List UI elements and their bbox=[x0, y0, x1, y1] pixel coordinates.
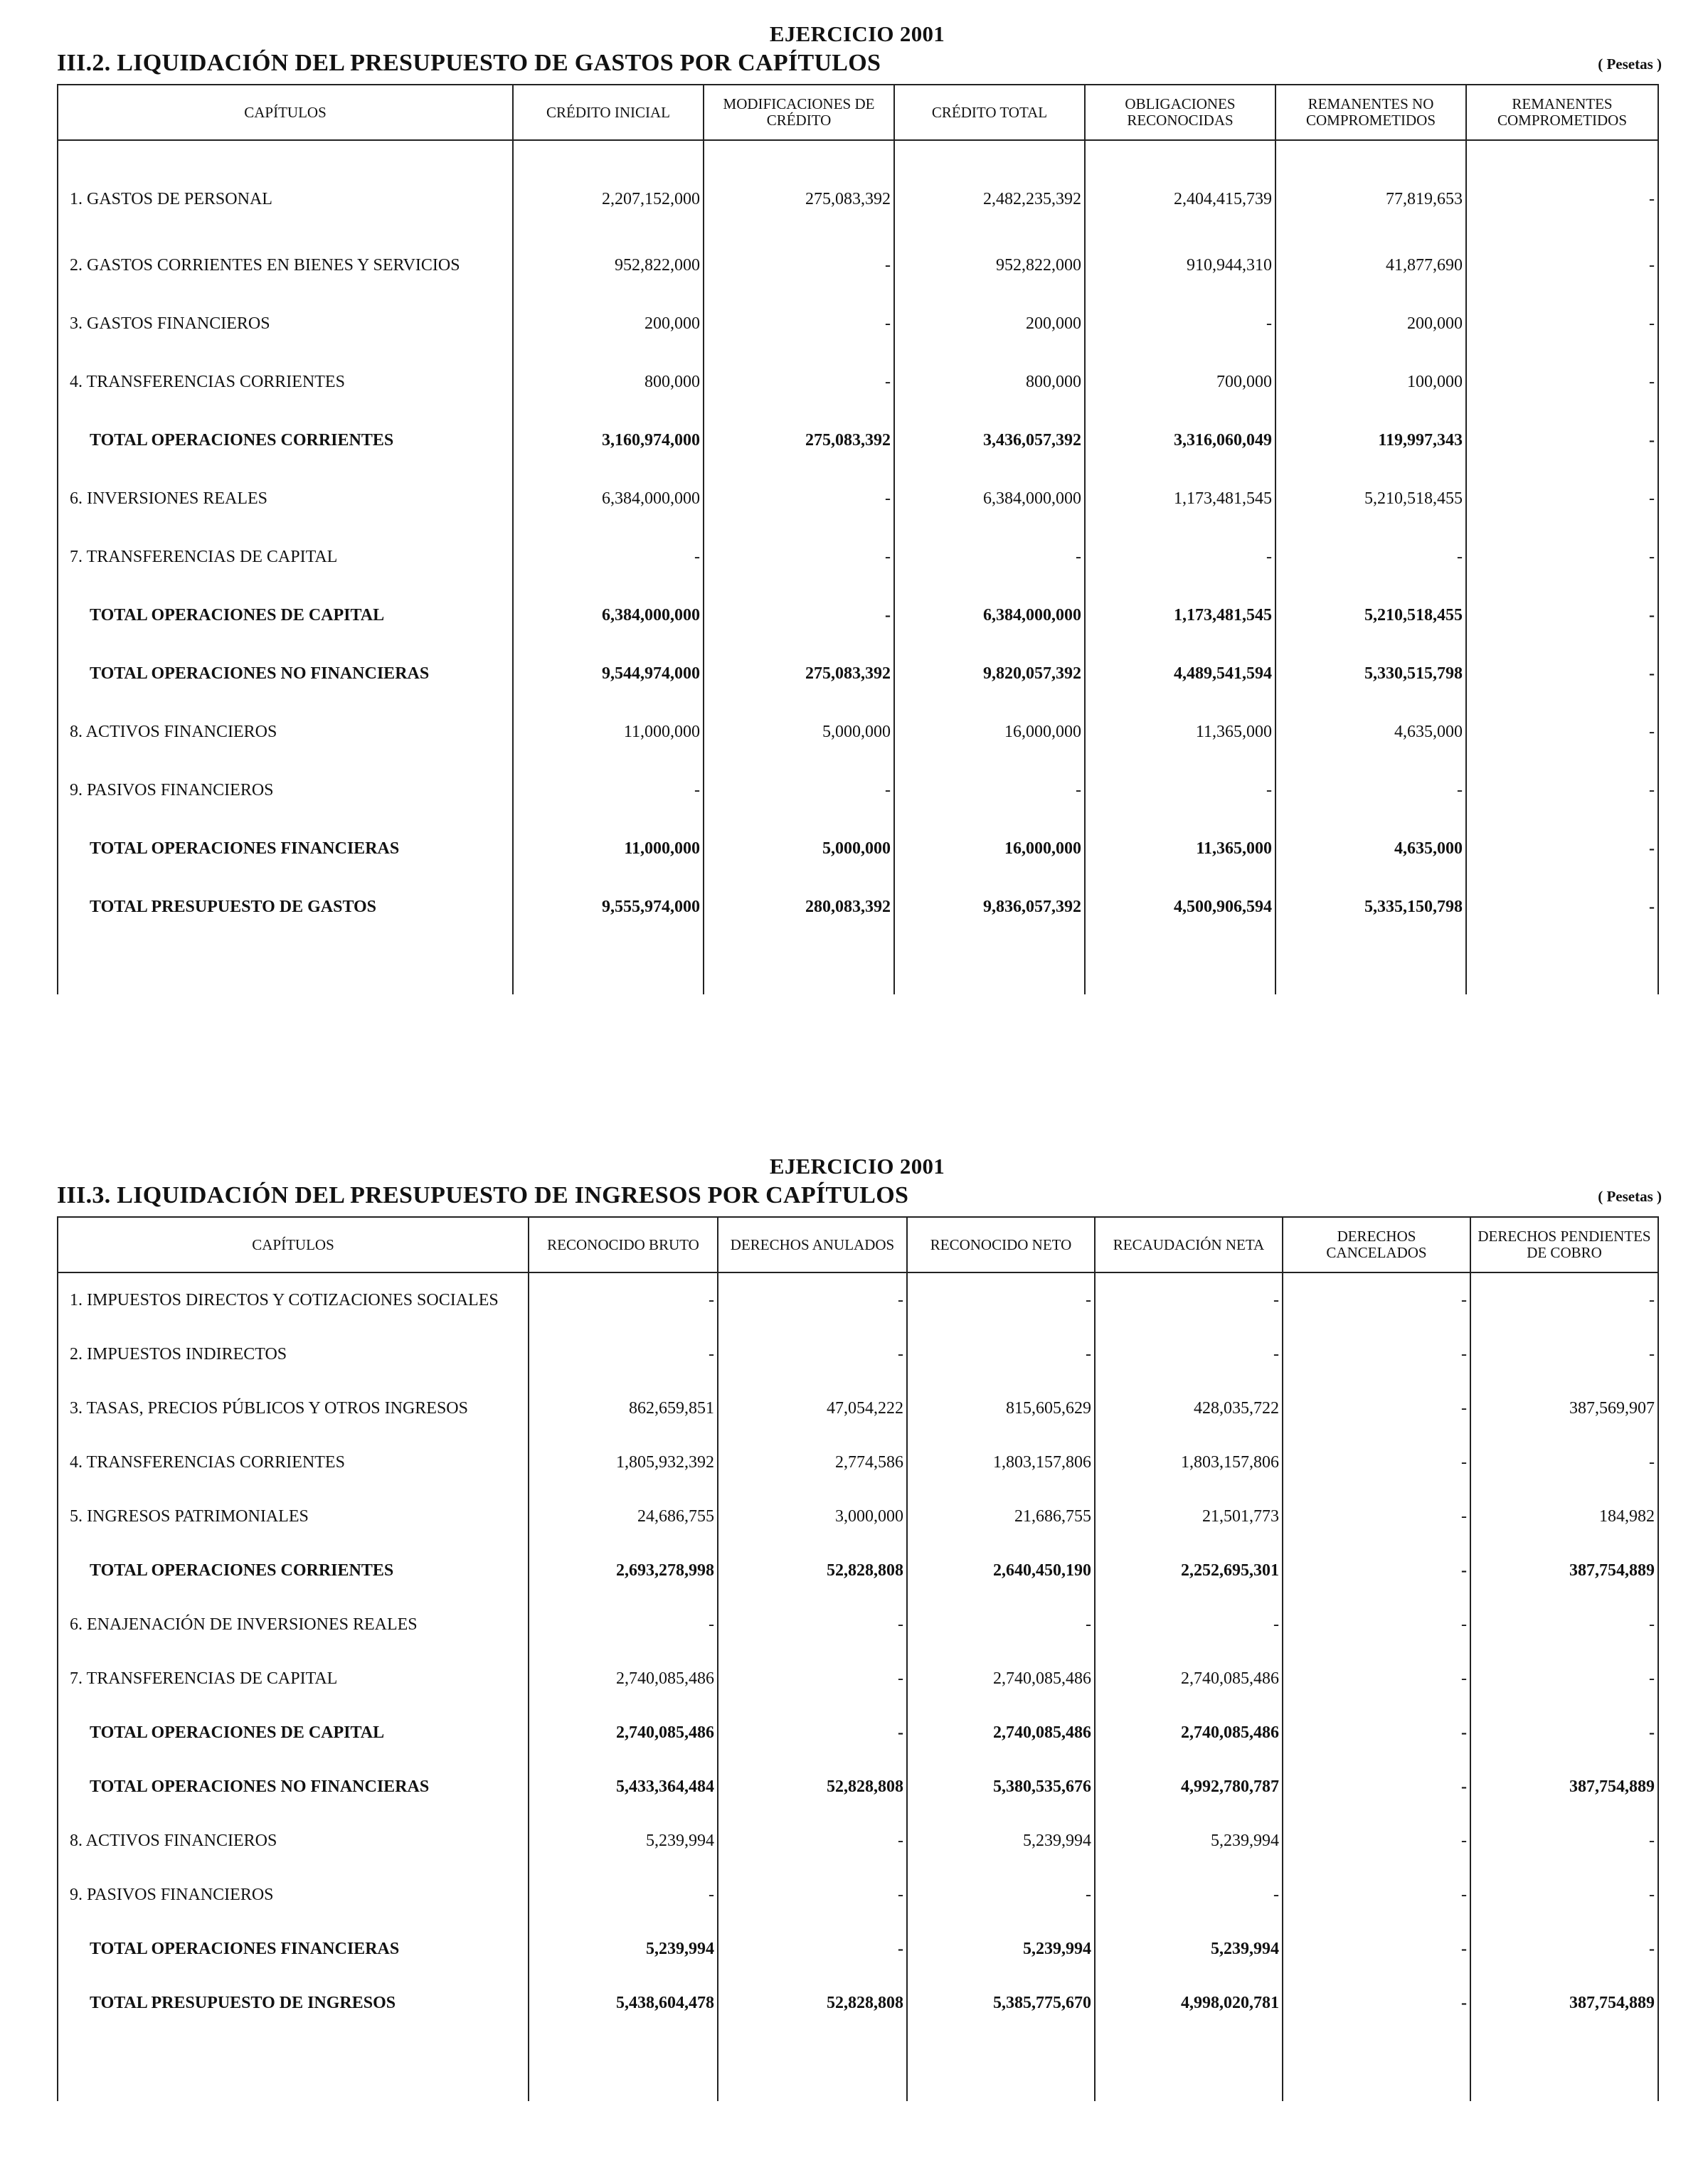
ingresos-table bbox=[57, 1216, 1659, 2101]
row-value: - bbox=[704, 528, 894, 586]
row-value: - bbox=[1470, 1652, 1658, 1706]
row-value: 11,000,000 bbox=[513, 819, 704, 878]
row-value: 5,000,000 bbox=[704, 703, 894, 761]
row-value: 275,083,392 bbox=[704, 644, 894, 703]
row-value: 2,252,695,301 bbox=[1095, 1543, 1283, 1598]
row-value: - bbox=[1470, 1814, 1658, 1868]
row-label: TOTAL PRESUPUESTO DE GASTOS bbox=[58, 878, 513, 936]
row-value: - bbox=[718, 1652, 907, 1706]
row-value: - bbox=[1470, 1272, 1658, 1327]
row-label: TOTAL PRESUPUESTO DE INGRESOS bbox=[58, 1976, 529, 2030]
row-value: - bbox=[1466, 353, 1658, 411]
row-value: - bbox=[1283, 1976, 1470, 2030]
row-value: - bbox=[718, 1922, 907, 1976]
empty-cell bbox=[58, 2030, 529, 2101]
total-row bbox=[58, 644, 1658, 703]
row-label: 3. GASTOS FINANCIEROS bbox=[58, 294, 513, 353]
row-value: - bbox=[1283, 1435, 1470, 1489]
row-value: - bbox=[1470, 1598, 1658, 1652]
table-row bbox=[58, 1598, 1658, 1652]
row-value: - bbox=[1470, 1868, 1658, 1922]
row-value: 5,239,994 bbox=[529, 1922, 718, 1976]
row-value: - bbox=[718, 1814, 907, 1868]
row-value: - bbox=[1470, 1435, 1658, 1489]
row-value: - bbox=[704, 353, 894, 411]
row-value: 9,820,057,392 bbox=[894, 644, 1085, 703]
row-label: TOTAL OPERACIONES FINANCIERAS bbox=[58, 1922, 529, 1976]
row-value: 700,000 bbox=[1085, 353, 1275, 411]
table-row bbox=[58, 469, 1658, 528]
row-value: - bbox=[718, 1272, 907, 1327]
row-value: 6,384,000,000 bbox=[513, 586, 704, 644]
row-value: - bbox=[718, 1327, 907, 1381]
table-row bbox=[58, 1381, 1658, 1435]
row-value: - bbox=[1466, 528, 1658, 586]
row-value: 952,822,000 bbox=[894, 236, 1085, 294]
gastos-table bbox=[57, 84, 1659, 994]
row-value: 52,828,808 bbox=[718, 1543, 907, 1598]
ingresos-header-row bbox=[58, 1217, 1658, 1272]
ingresos-table-body bbox=[58, 1272, 1658, 2101]
total-row bbox=[58, 1706, 1658, 1760]
row-value: 11,000,000 bbox=[513, 703, 704, 761]
table-row bbox=[58, 294, 1658, 353]
spacer-row bbox=[58, 936, 1658, 994]
total-row bbox=[58, 1976, 1658, 2030]
row-label: 8. ACTIVOS FINANCIEROS bbox=[58, 1814, 529, 1868]
row-value: 2,740,085,486 bbox=[907, 1706, 1095, 1760]
row-label: TOTAL OPERACIONES CORRIENTES bbox=[58, 411, 513, 469]
row-value: - bbox=[718, 1706, 907, 1760]
row-label: 5. INGRESOS PATRIMONIALES bbox=[58, 1489, 529, 1543]
row-value: - bbox=[907, 1598, 1095, 1652]
row-value: - bbox=[529, 1598, 718, 1652]
row-value: 1,173,481,545 bbox=[1085, 469, 1275, 528]
row-value: 5,335,150,798 bbox=[1275, 878, 1466, 936]
row-value: - bbox=[1283, 1598, 1470, 1652]
table-row bbox=[58, 528, 1658, 586]
ingresos-title-row bbox=[57, 1182, 1662, 1211]
row-value: 2,740,085,486 bbox=[1095, 1706, 1283, 1760]
row-value: 1,173,481,545 bbox=[1085, 586, 1275, 644]
row-label: 2. GASTOS CORRIENTES EN BIENES Y SERVICIOS bbox=[58, 236, 513, 294]
row-label: 6. ENAJENACIÓN DE INVERSIONES REALES bbox=[58, 1598, 529, 1652]
row-value: - bbox=[1085, 294, 1275, 353]
gastos-header-credito-inicial: CRÉDITO INICIAL bbox=[513, 85, 704, 140]
row-value: 5,210,518,455 bbox=[1275, 469, 1466, 528]
gastos-table-body bbox=[58, 140, 1658, 994]
row-label: 3. TASAS, PRECIOS PÚBLICOS Y OTROS INGRESOS bbox=[58, 1381, 529, 1435]
row-value: - bbox=[1470, 1706, 1658, 1760]
row-value: - bbox=[1470, 1327, 1658, 1381]
row-label: 4. TRANSFERENCIAS CORRIENTES bbox=[58, 353, 513, 411]
table-row bbox=[58, 1327, 1658, 1381]
gastos-header-modificaciones: MODIFICACIONES DE CRÉDITO bbox=[704, 85, 894, 140]
row-value: - bbox=[1283, 1489, 1470, 1543]
row-value: 200,000 bbox=[513, 294, 704, 353]
total-row bbox=[58, 586, 1658, 644]
ingresos-ejercicio: EJERCICIO 2001 bbox=[769, 1154, 945, 1179]
row-value: 4,635,000 bbox=[1275, 819, 1466, 878]
empty-cell bbox=[1275, 936, 1466, 994]
row-label: 1. GASTOS DE PERSONAL bbox=[58, 140, 513, 236]
table-row bbox=[58, 1868, 1658, 1922]
row-value: 5,385,775,670 bbox=[907, 1976, 1095, 2030]
row-label: 9. PASIVOS FINANCIEROS bbox=[58, 1868, 529, 1922]
gastos-header-remanentes-no-comprometidos: REMANENTES NO COMPROMETIDOS bbox=[1275, 85, 1466, 140]
row-label: 2. IMPUESTOS INDIRECTOS bbox=[58, 1327, 529, 1381]
row-value: - bbox=[1085, 761, 1275, 819]
row-value: 6,384,000,000 bbox=[894, 586, 1085, 644]
row-label: 8. ACTIVOS FINANCIEROS bbox=[58, 703, 513, 761]
row-value: - bbox=[1466, 411, 1658, 469]
row-value: 5,239,994 bbox=[907, 1922, 1095, 1976]
row-value: 1,803,157,806 bbox=[1095, 1435, 1283, 1489]
row-value: - bbox=[1283, 1760, 1470, 1814]
ingresos-header-reconocido-neto: RECONOCIDO NETO bbox=[907, 1217, 1095, 1272]
table-row bbox=[58, 1272, 1658, 1327]
row-value: 4,489,541,594 bbox=[1085, 644, 1275, 703]
row-label: TOTAL OPERACIONES FINANCIERAS bbox=[58, 819, 513, 878]
row-value: 9,836,057,392 bbox=[894, 878, 1085, 936]
row-value: 2,693,278,998 bbox=[529, 1543, 718, 1598]
row-value: - bbox=[1095, 1327, 1283, 1381]
row-value: - bbox=[1283, 1814, 1470, 1868]
row-value: - bbox=[513, 528, 704, 586]
row-value: 47,054,222 bbox=[718, 1381, 907, 1435]
row-value: 6,384,000,000 bbox=[513, 469, 704, 528]
row-value: - bbox=[1466, 140, 1658, 236]
total-row bbox=[58, 1922, 1658, 1976]
row-value: 387,754,889 bbox=[1470, 1760, 1658, 1814]
row-value: 800,000 bbox=[513, 353, 704, 411]
total-row bbox=[58, 819, 1658, 878]
spacer-row bbox=[58, 2030, 1658, 2101]
row-value: 5,210,518,455 bbox=[1275, 586, 1466, 644]
row-value: 4,992,780,787 bbox=[1095, 1760, 1283, 1814]
row-value: - bbox=[1283, 1272, 1470, 1327]
gastos-title: III.2. LIQUIDACIÓN DEL PRESUPUESTO DE GASTOS POR CAPÍTULOS bbox=[57, 50, 881, 76]
row-value: 2,774,586 bbox=[718, 1435, 907, 1489]
row-value: - bbox=[704, 586, 894, 644]
row-value: - bbox=[907, 1272, 1095, 1327]
row-value: 5,380,535,676 bbox=[907, 1760, 1095, 1814]
row-value: - bbox=[1466, 236, 1658, 294]
row-value: - bbox=[704, 236, 894, 294]
ingresos-units: ( Pesetas ) bbox=[1598, 1188, 1662, 1205]
gastos-units: ( Pesetas ) bbox=[1598, 55, 1662, 73]
row-value: 5,438,604,478 bbox=[529, 1976, 718, 2030]
row-value: 52,828,808 bbox=[718, 1760, 907, 1814]
row-value: 9,544,974,000 bbox=[513, 644, 704, 703]
row-label: 7. TRANSFERENCIAS DE CAPITAL bbox=[58, 528, 513, 586]
row-label: 4. TRANSFERENCIAS CORRIENTES bbox=[58, 1435, 529, 1489]
row-value: 5,330,515,798 bbox=[1275, 644, 1466, 703]
row-value: 2,740,085,486 bbox=[1095, 1652, 1283, 1706]
row-value: 52,828,808 bbox=[718, 1976, 907, 2030]
row-value: 5,239,994 bbox=[907, 1814, 1095, 1868]
row-label: 9. PASIVOS FINANCIEROS bbox=[58, 761, 513, 819]
row-value: 4,635,000 bbox=[1275, 703, 1466, 761]
row-value: 1,803,157,806 bbox=[907, 1435, 1095, 1489]
row-value: 119,997,343 bbox=[1275, 411, 1466, 469]
ingresos-header-reconocido-bruto: RECONOCIDO BRUTO bbox=[529, 1217, 718, 1272]
gastos-header-obligaciones: OBLIGACIONES RECONOCIDAS bbox=[1085, 85, 1275, 140]
row-value: 4,998,020,781 bbox=[1095, 1976, 1283, 2030]
ingresos-header-derechos-anulados: DERECHOS ANULADOS bbox=[718, 1217, 907, 1272]
row-value: - bbox=[704, 469, 894, 528]
ingresos-title: III.3. LIQUIDACIÓN DEL PRESUPUESTO DE INGRESOS POR CAPÍTULOS bbox=[57, 1182, 909, 1208]
row-value: - bbox=[1275, 761, 1466, 819]
row-value: 2,482,235,392 bbox=[894, 140, 1085, 236]
empty-cell bbox=[704, 936, 894, 994]
table-row bbox=[58, 1814, 1658, 1868]
empty-cell bbox=[1095, 2030, 1283, 2101]
row-value: 2,740,085,486 bbox=[907, 1652, 1095, 1706]
row-value: 800,000 bbox=[894, 353, 1085, 411]
row-value: - bbox=[1085, 528, 1275, 586]
row-value: 2,640,450,190 bbox=[907, 1543, 1095, 1598]
row-value: - bbox=[1283, 1868, 1470, 1922]
empty-cell bbox=[513, 936, 704, 994]
row-value: - bbox=[529, 1272, 718, 1327]
table-row bbox=[58, 353, 1658, 411]
row-label: TOTAL OPERACIONES DE CAPITAL bbox=[58, 1706, 529, 1760]
row-value: 5,433,364,484 bbox=[529, 1760, 718, 1814]
empty-cell bbox=[894, 936, 1085, 994]
row-value: 5,239,994 bbox=[1095, 1814, 1283, 1868]
row-value: - bbox=[1283, 1706, 1470, 1760]
row-value: 910,944,310 bbox=[1085, 236, 1275, 294]
row-value: 3,316,060,049 bbox=[1085, 411, 1275, 469]
row-value: - bbox=[1095, 1868, 1283, 1922]
ingresos-header-recaudacion-neta: RECAUDACIÓN NETA bbox=[1095, 1217, 1283, 1272]
row-value: 5,239,994 bbox=[1095, 1922, 1283, 1976]
row-value: - bbox=[1283, 1543, 1470, 1598]
row-value: 3,160,974,000 bbox=[513, 411, 704, 469]
table-row bbox=[58, 1435, 1658, 1489]
total-row bbox=[58, 1543, 1658, 1598]
row-value: 11,365,000 bbox=[1085, 819, 1275, 878]
row-value: 3,436,057,392 bbox=[894, 411, 1085, 469]
row-value: - bbox=[894, 761, 1085, 819]
row-value: - bbox=[894, 528, 1085, 586]
row-value: 2,404,415,739 bbox=[1085, 140, 1275, 236]
row-value: 862,659,851 bbox=[529, 1381, 718, 1435]
row-value: 280,083,392 bbox=[704, 878, 894, 936]
empty-cell bbox=[1470, 2030, 1658, 2101]
row-value: 24,686,755 bbox=[529, 1489, 718, 1543]
row-value: - bbox=[1283, 1381, 1470, 1435]
row-value: 2,740,085,486 bbox=[529, 1706, 718, 1760]
row-value: 6,384,000,000 bbox=[894, 469, 1085, 528]
row-value: 3,000,000 bbox=[718, 1489, 907, 1543]
row-value: - bbox=[1095, 1272, 1283, 1327]
row-value: - bbox=[1466, 761, 1658, 819]
row-value: - bbox=[529, 1327, 718, 1381]
row-value: 4,500,906,594 bbox=[1085, 878, 1275, 936]
row-value: 16,000,000 bbox=[894, 703, 1085, 761]
table-row bbox=[58, 140, 1658, 236]
row-value: - bbox=[1466, 644, 1658, 703]
row-label: TOTAL OPERACIONES CORRIENTES bbox=[58, 1543, 529, 1598]
row-value: - bbox=[1095, 1598, 1283, 1652]
row-value: - bbox=[1466, 294, 1658, 353]
empty-cell bbox=[58, 936, 513, 994]
row-value: - bbox=[1466, 469, 1658, 528]
row-label: TOTAL OPERACIONES NO FINANCIERAS bbox=[58, 644, 513, 703]
table-row bbox=[58, 703, 1658, 761]
row-value: 387,754,889 bbox=[1470, 1976, 1658, 2030]
total-row bbox=[58, 411, 1658, 469]
row-label: 6. INVERSIONES REALES bbox=[58, 469, 513, 528]
row-value: - bbox=[704, 761, 894, 819]
row-value: - bbox=[1466, 819, 1658, 878]
row-value: 2,207,152,000 bbox=[513, 140, 704, 236]
row-value: 41,877,690 bbox=[1275, 236, 1466, 294]
table-row bbox=[58, 761, 1658, 819]
row-value: - bbox=[1283, 1327, 1470, 1381]
row-value: 387,754,889 bbox=[1470, 1543, 1658, 1598]
row-value: - bbox=[718, 1868, 907, 1922]
row-value: - bbox=[1466, 703, 1658, 761]
empty-cell bbox=[907, 2030, 1095, 2101]
gastos-header-row bbox=[58, 85, 1658, 140]
row-value: 428,035,722 bbox=[1095, 1381, 1283, 1435]
row-value: - bbox=[907, 1868, 1095, 1922]
row-value: 16,000,000 bbox=[894, 819, 1085, 878]
row-label: 1. IMPUESTOS DIRECTOS Y COTIZACIONES SOCIALES bbox=[58, 1272, 529, 1327]
row-value: 2,740,085,486 bbox=[529, 1652, 718, 1706]
row-value: - bbox=[1283, 1652, 1470, 1706]
row-value: 21,501,773 bbox=[1095, 1489, 1283, 1543]
total-row bbox=[58, 1760, 1658, 1814]
row-value: - bbox=[718, 1598, 907, 1652]
row-value: 815,605,629 bbox=[907, 1381, 1095, 1435]
ingresos-header-derechos-cancelados: DERECHOS CANCELADOS bbox=[1283, 1217, 1470, 1272]
row-value: 952,822,000 bbox=[513, 236, 704, 294]
row-label: TOTAL OPERACIONES DE CAPITAL bbox=[58, 586, 513, 644]
row-value: 5,000,000 bbox=[704, 819, 894, 878]
row-value: - bbox=[1283, 1922, 1470, 1976]
row-label: 7. TRANSFERENCIAS DE CAPITAL bbox=[58, 1652, 529, 1706]
empty-cell bbox=[529, 2030, 718, 2101]
row-value: 184,982 bbox=[1470, 1489, 1658, 1543]
gastos-header-credito-total: CRÉDITO TOTAL bbox=[894, 85, 1085, 140]
empty-cell bbox=[1085, 936, 1275, 994]
gastos-title-row bbox=[57, 50, 1662, 78]
table-row bbox=[58, 236, 1658, 294]
total-row bbox=[58, 878, 1658, 936]
ingresos-header-capitulos: CAPÍTULOS bbox=[58, 1217, 529, 1272]
gastos-ejercicio: EJERCICIO 2001 bbox=[769, 21, 945, 46]
row-value: 77,819,653 bbox=[1275, 140, 1466, 236]
row-value: - bbox=[1275, 528, 1466, 586]
empty-cell bbox=[1466, 936, 1658, 994]
row-value: 100,000 bbox=[1275, 353, 1466, 411]
row-value: - bbox=[1466, 586, 1658, 644]
table-row bbox=[58, 1489, 1658, 1543]
gastos-header-capitulos: CAPÍTULOS bbox=[58, 85, 513, 140]
row-value: 11,365,000 bbox=[1085, 703, 1275, 761]
row-value: - bbox=[907, 1327, 1095, 1381]
row-value: 1,805,932,392 bbox=[529, 1435, 718, 1489]
row-value: - bbox=[513, 761, 704, 819]
row-value: - bbox=[1466, 878, 1658, 936]
empty-cell bbox=[718, 2030, 907, 2101]
row-value: - bbox=[1470, 1922, 1658, 1976]
empty-cell bbox=[1283, 2030, 1470, 2101]
row-value: 200,000 bbox=[1275, 294, 1466, 353]
table-row bbox=[58, 1652, 1658, 1706]
row-value: 275,083,392 bbox=[704, 411, 894, 469]
row-value: 275,083,392 bbox=[704, 140, 894, 236]
row-value: 387,569,907 bbox=[1470, 1381, 1658, 1435]
gastos-header-remanentes-comprometidos: REMANENTES COMPROMETIDOS bbox=[1466, 85, 1658, 140]
row-value: - bbox=[529, 1868, 718, 1922]
row-value: - bbox=[704, 294, 894, 353]
row-value: 21,686,755 bbox=[907, 1489, 1095, 1543]
row-value: 200,000 bbox=[894, 294, 1085, 353]
ingresos-header-pendientes-cobro: DERECHOS PENDIENTES DE COBRO bbox=[1470, 1217, 1658, 1272]
row-label: TOTAL OPERACIONES NO FINANCIERAS bbox=[58, 1760, 529, 1814]
row-value: 9,555,974,000 bbox=[513, 878, 704, 936]
row-value: 5,239,994 bbox=[529, 1814, 718, 1868]
